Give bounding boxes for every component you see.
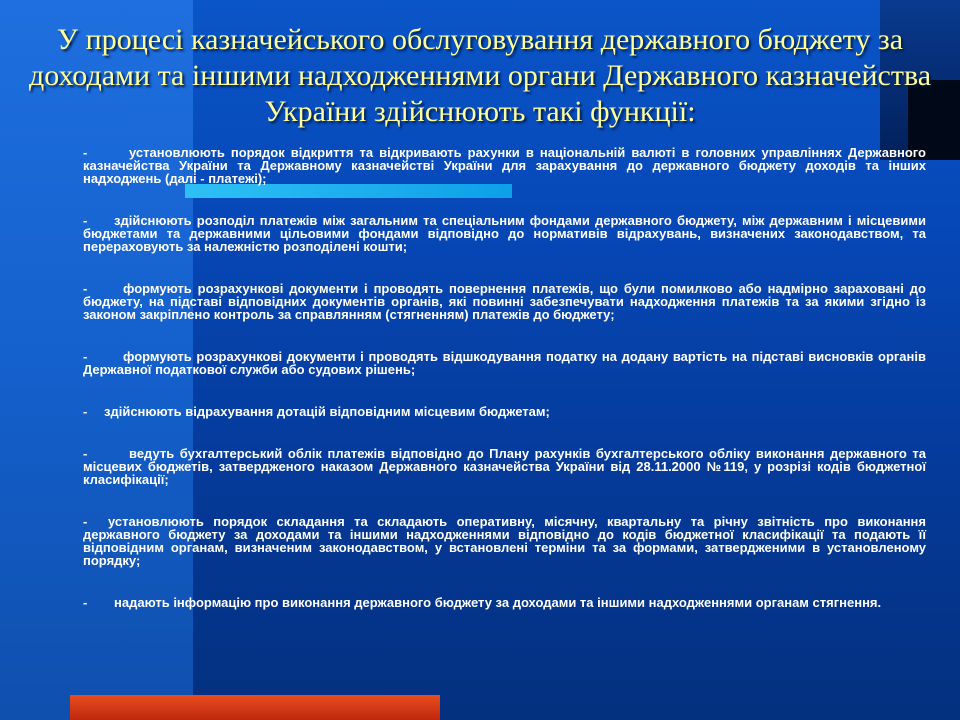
- list-item-text: формують розрахункові документи і проводять повернення платежів, що були помилково або надмірно зараховані до бюджету, на підставі відповідних документів органів, які повинні забезпечувати надходження платежів та за якими згідно із законом закріплено контроль за справлянням (стягненням) платежів до бюджету;: [83, 281, 926, 322]
- functions-list: [83, 146, 926, 609]
- list-item: [83, 515, 926, 567]
- list-dash: -: [83, 349, 88, 364]
- list-item: [83, 447, 926, 486]
- list-dash: -: [83, 281, 88, 296]
- red-decor-bar: [70, 695, 440, 720]
- list-item-text: надають інформацію про виконання державного бюджету за доходами та іншими надходженнями органам стягнення.: [114, 595, 882, 610]
- list-dash: -: [83, 595, 88, 610]
- list-item: [83, 596, 926, 609]
- list-dash: -: [83, 446, 88, 461]
- list-dash: -: [83, 514, 88, 529]
- list-item: [83, 146, 926, 185]
- list-item: [83, 405, 926, 418]
- list-dash: -: [83, 145, 88, 160]
- list-item-text: установлюють порядок складання та складають оперативну, місячну, квартальну та річну звітність про виконання державного бюджету за доходами та іншими надходженнями відповідно до кодів бюджетної класифікації та подають її відповідним органам, визначеним законодавством, у встановлені терміни та за формами, затвердженими в установленому порядку;: [83, 514, 926, 568]
- list-item-text: здійснюють відрахування дотацій відповідним місцевим бюджетам;: [104, 404, 550, 419]
- list-item-text: ведуть бухгалтерський облік платежів відповідно до Плану рахунків бухгалтерського обліку виконання державного та місцевих бюджетів, затвердженого наказом Державного казначейства України від 28.11.2000 №119, у розрізі кодів бюджетної класифікації;: [83, 446, 926, 487]
- list-item-text: формують розрахункові документи і проводять відшкодування податку на додану вартість на підставі висновків органів Державної податкової служби або судових рішень;: [83, 349, 926, 377]
- slide-title: У процесі казначейського обслуговування державного бюджету за доходами та іншими надходженнями органи Державного казначейства України здійснюють такі функції:: [28, 23, 932, 128]
- list-item: [83, 282, 926, 321]
- list-dash: -: [83, 213, 88, 228]
- list-item: [83, 350, 926, 376]
- list-item-text: здійснюють розподіл платежів між загальним та спеціальним фондами державного бюджету, між державним і місцевими бюджетами та державними цільовими фондами відповідно до нормативів відрахувань, визначених законодавством, та перераховують за належністю розподілені кошти;: [83, 213, 926, 254]
- list-item-text: установлюють порядок відкриття та відкривають рахунки в національній валюті в головних управліннях Державного казначейства України та Державному казначействі України для зарахування до державного бюджету доходів та інших надходжень (далі - платежі);: [83, 145, 926, 186]
- list-dash: -: [83, 404, 88, 419]
- list-item: [83, 214, 926, 253]
